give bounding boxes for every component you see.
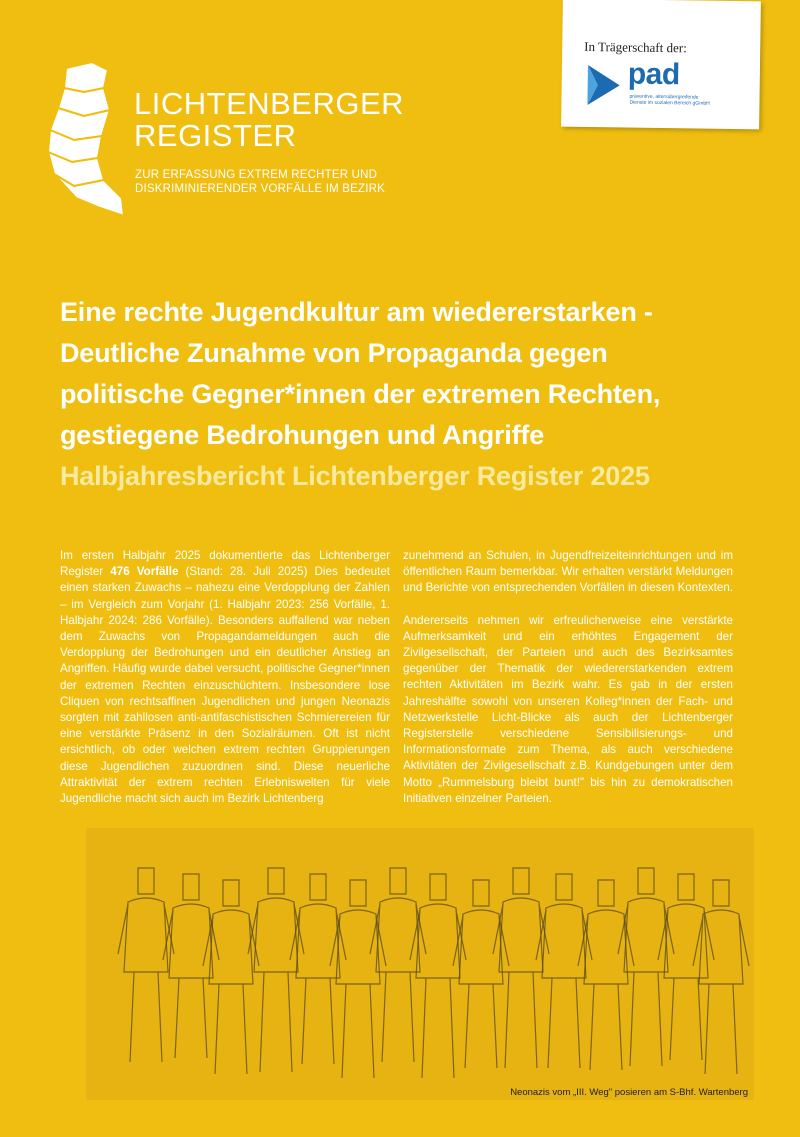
sketch-figure [248,868,304,1072]
sketch-figure [658,874,714,1060]
sketch-figure [330,880,386,1078]
logo-title [134,88,404,152]
pad-brand: pad [627,57,680,92]
pad-logo-icon [585,63,626,108]
body-column-left [60,548,390,823]
sketch-figure [410,874,466,1078]
group-sketch-illustration [86,828,754,1100]
body-text: Im ersten Halbjahr 2025 dokumentierte das Lichtenberger Register [60,549,390,579]
pad-tagline-line1: präventive, altersübergreifende [629,93,699,101]
sketch-figure [203,880,259,1074]
register-logo [44,58,444,228]
sketch-figure [618,868,674,1066]
logo-title-line1: LICHTENBERGER [134,86,405,121]
sponsor-label: In Trägerschaft der: [584,38,687,56]
illustration-caption: Neonazis vom „III. Weg" posieren am S-Bhf. Wartenberg [510,1087,748,1098]
sketch-figure [453,880,509,1068]
logo-subtitle-line2: DISKRIMINIERENDER VORFÄLLE IM BEZIRK [135,183,386,195]
headline-line: gestiegene Bedrohungen und Angriffe [60,420,545,450]
headline-line: Deutliche Zunahme von Propaganda gegen [60,338,608,368]
sketch-figure [493,868,549,1068]
sponsor-card [561,0,761,129]
headline-line: Eine rechte Jugendkultur am wiedererstarken - [60,297,653,327]
headline [60,292,760,497]
body-paragraph: Andererseits nehmen wir erfreulicherweise eine verstärkte Aufmerksamkeit und ein erhöhtes Engagement der Zivilgesellschaft, der Parteien und auch des Bezirksamtes gegenüber der Thematik der wiedererstarkenden extrem rechten Aktivitäten im Bezirk wahr. Es gab in der ersten Jahreshälfte sowohl von unseren Kolleg*innen der Fach- und Netzwerkstelle Licht-Blicke als auch der Lichtenberger Registerstelle verschiedene Sensibilisierungs- und Informationsformate zum Thema, als auch verschiedene Aktivitäten der Zivilgesellschaft z.B. Kundgebungen unter dem Motto „Rummelsburg bleibt bunt!" bis hin zu demokratischen Initiativen einzelner Parteien. [403,613,733,805]
headline-line: politische Gegner*innen der extremen Rechten, [60,379,661,409]
logo-title-line2: REGISTER [134,118,297,153]
incident-count: 476 Vorfälle [110,565,179,579]
logo-subtitle-line1: ZUR ERFASSUNG EXTREM RECHTER UND [135,169,378,181]
sketch-figure [118,868,174,1062]
sketch-figure [536,874,592,1068]
body-paragraph [60,548,390,807]
group-sketch [86,828,754,1100]
pad-tagline [629,94,709,107]
body-column-right [403,548,733,823]
district-map-icon [44,58,134,228]
body-paragraph: zunehmend an Schulen, in Jugendfreizeiteinrichtungen und im öffentlichen Raum bemerkbar. Wir erhalten verstärkt Meldungen und Berichte von entsprechenden Vorfällen in diesen Kontexten. [403,549,734,595]
pad-tagline-line2: Dienste im sozialen Bereich gGmbH [629,99,710,107]
body-text: (Stand: 28. Juli 2025) Dies bedeutet einen starken Zuwachs – nahezu eine Verdopplung der Zahlen – im Vergleich zum Vorjahr (1. Halbjahr 2023: 256 Vorfälle, 1. Halbjahr 2024: 286 Vorfälle). Besonders auffallend war neben dem Zuwachs von Propagandameldungen auch die Verdopplung der Bedrohungen und ein deutlicher Anstieg an Angriffen. Häufig wurde dabei versucht, politische Gegner*innen der extremen Rechten einzuschüchtern. Insbesondere lose Cliquen von rechtsaffinen Jugendlichen und jungen Neonazis sorgten mit zahllosen anti-antifaschistischen Schmierereien für eine verstärkte Präsenz in den Sozialräumen. Oft ist nicht ersichtlich, ob oder welchen extrem rechten Gruppierungen diese Jugendlichen zuzuordnen sind. Diese neuerliche Attraktivität der extrem rechten Erlebniswelten für viele Jugendliche macht sich auch im Bezirk Lichtenberg [60,565,390,806]
logo-subtitle [135,168,385,196]
headline-subtitle: Halbjahresbericht Lichtenberger Register 2025 [60,461,650,491]
